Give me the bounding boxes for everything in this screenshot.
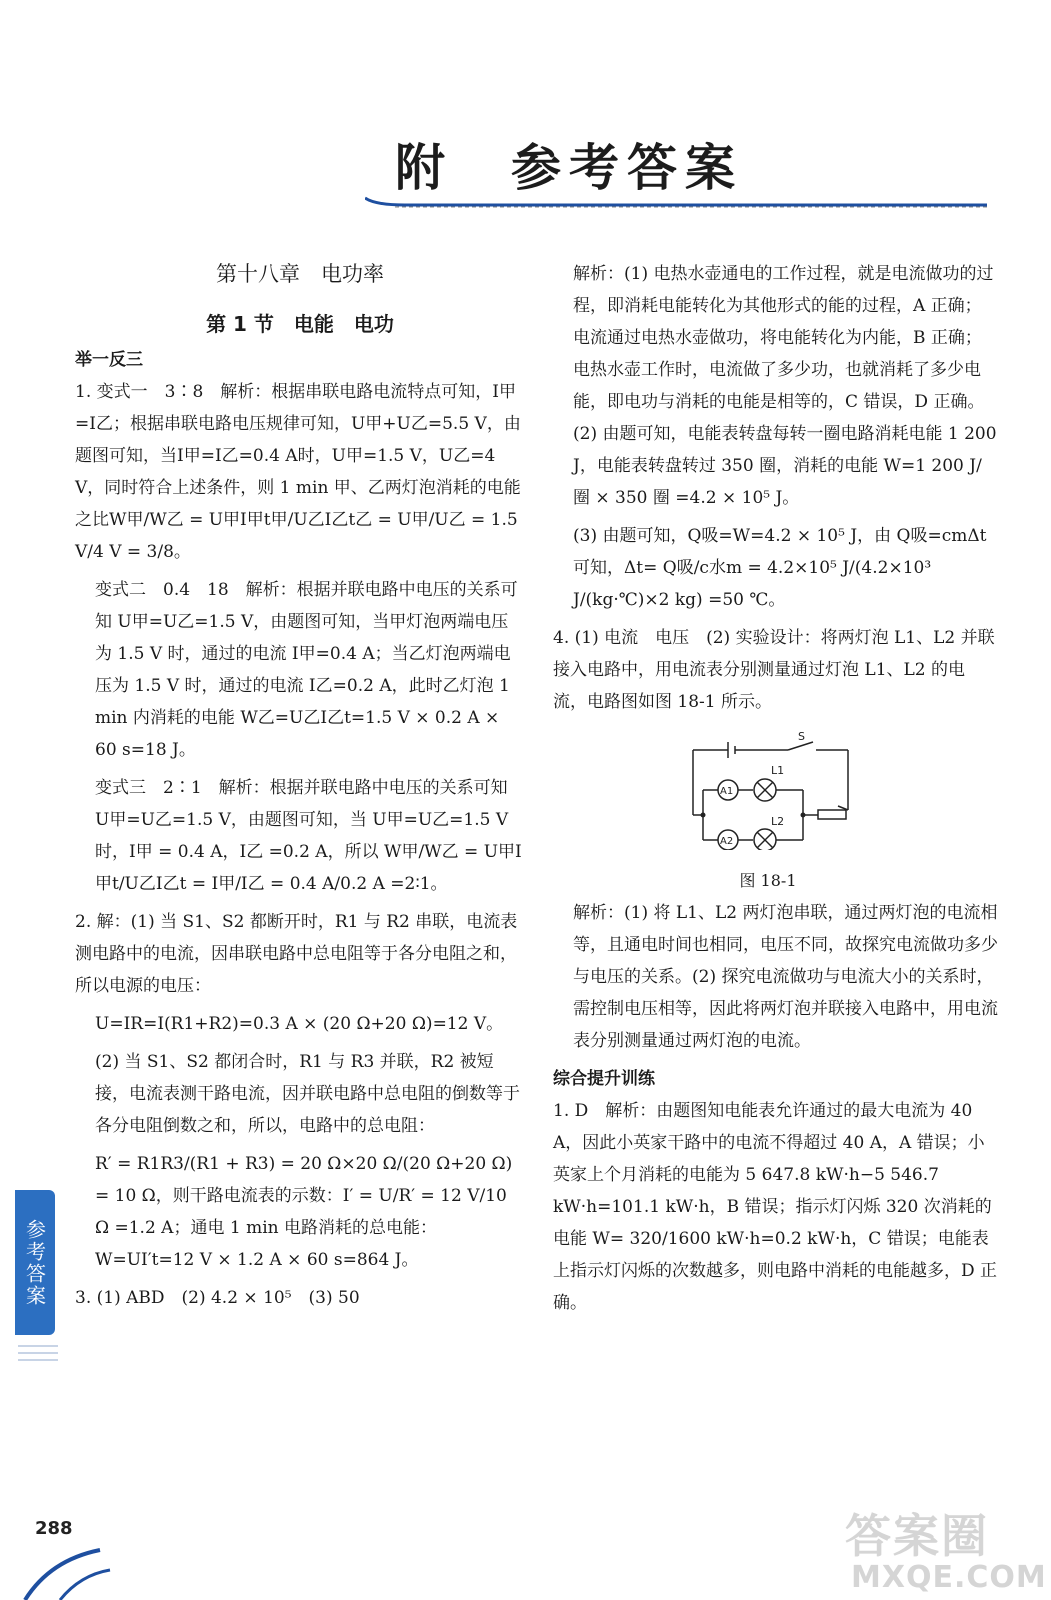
answer-paragraph: R′ = R1R3/(R1 + R3) = 20 Ω×20 Ω/(20 Ω+20 Ω) = 10 Ω，则干路电流表的示数：I′ = U/R′ = 12 V/10 Ω =1.2 A；通电 1 min 电路消耗的总电能：W=UI′t=12 V × 1.2 A × 60 s=864 J。 (95, 1154, 513, 1270)
watermark-logo (845, 1500, 1045, 1595)
section-heading: 第 1 节 电能 电功 (206, 312, 394, 336)
lamp2-label: L2 (771, 815, 785, 828)
answer-paragraph: 1. 变式一 3∶8 解析：根据串联电路电流特点可知，I甲=I乙；根据串联电路电压规律可知，U甲+U乙=5.5 V，由题图可知，当I甲=I乙=0.4 A时，U甲=1.5 V，U乙=4 V，同时符合上述条件，则 1 min 甲、乙两灯泡消耗的电能之比W甲/W乙 = U甲I甲t甲/U乙I乙t乙 = U甲/U乙 = 1.5 V/4 V = 3/8。 (75, 382, 521, 562)
answer-paragraph: 3. (1) ABD (2) 4.2 × 10⁵ (3) 50 (75, 1288, 360, 1308)
answer-paragraph: 变式三 2∶1 解析：根据并联电路中电压的关系可知 U甲=U乙=1.5 V，由题图可知，当 U甲=U乙=1.5 V 时，I甲 = 0.4 A，I乙 =0.2 A，所以 W甲/W乙 = U甲I甲t/U乙I乙t = I甲/I乙 = 0.4 A/0.2 A =2∶1。 (95, 778, 522, 894)
answer-paragraph: 解析：(1) 电热水壶通电的工作过程，就是电流做功的过程，即消耗电能转化为其他形式的能的过程，A 正确；电流通过电热水壶做功，将电能转化为内能，B 正确；电热水壶工作时，电流做了多少功，也就消耗了多少电能，即电功与消耗的电能是相等的，C 错误，D 正确。(2) 由题可知，电能表转盘每转一圈电路消耗电能 1 200 J，电能表转盘转过 350 圈，消耗的电能 W=1 200 J/圈 × 350 圈 =4.2 × 10⁵ J。 (573, 264, 997, 508)
answer-paragraph: 4. (1) 电流 电压 (2) 实验设计：将两灯泡 L1、L2 并联接入电路中，用电流表分别测量通过灯泡 L1、L2 的电流，电路图如图 18-1 所示。 (553, 628, 995, 712)
page-header-title: 附 参考答案 (395, 139, 743, 197)
answer-paragraph: 解析：(1) 将 L1、L2 两灯泡串联，通过两灯泡的电流相等，且通电时间也相同，电压不同，故探究电流做功多少与电压的关系。(2) 探究电流做功与电流大小的关系时，需控制电压相等，因此将两灯泡并联接入电路中，用电流表分别测量通过两灯泡的电流。 (573, 903, 998, 1051)
subheading-zonghe: 综合提升训练 (553, 1069, 655, 1089)
circuit-figure (673, 730, 863, 897)
figure-caption: 图 18-1 (739, 871, 797, 890)
left-column (75, 258, 525, 1320)
circuit-diagram (673, 730, 863, 850)
answer-paragraph: 2. 解：(1) 当 S1、S2 都断开时，R1 与 R2 串联，电流表测电路中的电流，因串联电路中总电阻等于各分电阻之和，所以电源的电压： (75, 912, 518, 996)
lamp1-label: L1 (771, 764, 785, 777)
ammeter2-label: A2 (720, 836, 734, 847)
subheading-juyifansan: 举一反三 (75, 350, 143, 370)
answer-paragraph: 变式二 0.4 18 解析：根据并联电路中电压的关系可知 U甲=U乙=1.5 V，由题图可知，当甲灯泡两端电压为 1.5 V 时，通过的电流 I甲=0.4 A；当乙灯泡两端电压为 1.5 V 时，通过的电流 I乙=0.2 A，此时乙灯泡 1 min 内消耗的电能 W乙=U乙I乙t=1.5 V × 0.2 A × 60 s=18 J。 (95, 580, 518, 760)
answer-paragraph: U=IR=I(R1+R2)=0.3 A × (20 Ω+20 Ω)=12 V。 (95, 1014, 504, 1034)
watermark-text: 答案圈 (845, 1509, 989, 1563)
answer-paragraph: 1. D 解析：由题图知电能表允许通过的最大电流为 40 A，因此小英家干路中的电流不得超过 40 A，A 错误；小英家上个月消耗的电能为 5 647.8 kW·h−5 546.7 kW·h=101.1 kW·h，B 错误；指示灯闪烁 320 次消耗的电能 W= 320/1600 kW·h=0.2 kW·h，C 错误；电能表上指示灯闪烁的次数越多，则电路中消耗的电能越多，D 正确。 (553, 1101, 998, 1313)
page-number: 288 (35, 1518, 73, 1539)
chapter-heading: 第十八章 电功率 (216, 262, 384, 286)
answer-paragraph: (2) 当 S1、S2 都闭合时，R1 与 R3 并联，R2 被短接，电流表测干路电流，因并联电路中总电阻的倒数等于各分电阻倒数之和，所以，电路中的总电阻： (95, 1052, 520, 1136)
ammeter1-label: A1 (720, 786, 734, 797)
switch-label: S (798, 730, 805, 743)
side-tab-label: 参考答案 (15, 1190, 55, 1335)
side-decoration (18, 1345, 58, 1366)
watermark-url: MXQE.COM (851, 1560, 1047, 1595)
header-rule (365, 196, 987, 208)
answer-paragraph: (3) 由题可知，Q吸=W=4.2 × 10⁵ J，由 Q吸=cmΔt 可知，Δt= Q吸/c水m = 4.2×10⁵ J/(4.2×10³ J/(kg·℃)×2 kg) =50 ℃。 (573, 526, 987, 610)
right-column (553, 258, 998, 1325)
